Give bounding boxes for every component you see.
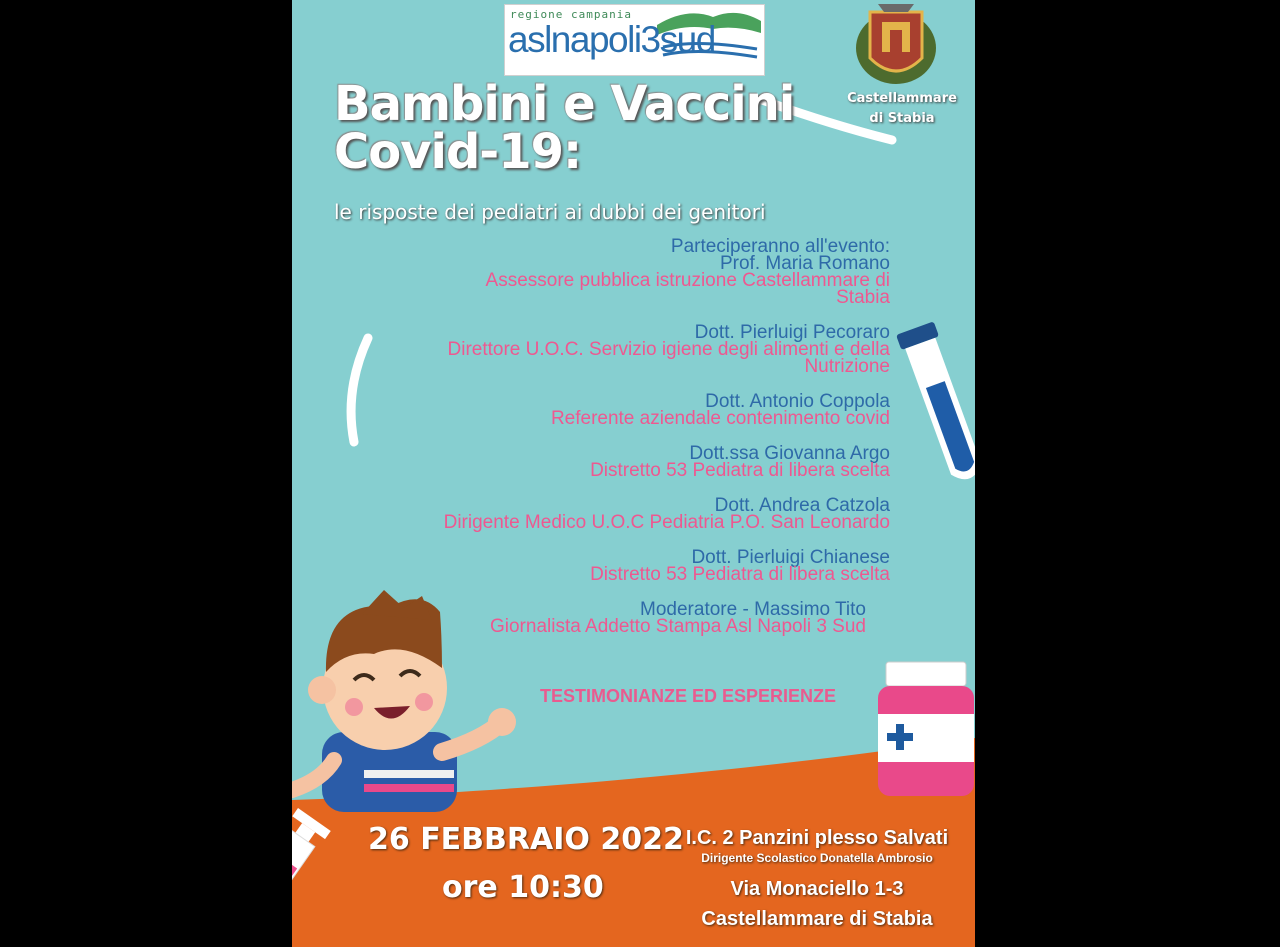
speaker-name: Dott.ssa Giovanna Argo [689, 443, 890, 464]
test-tube-icon [896, 321, 975, 485]
crest-label-line1: Castellammare [847, 91, 957, 106]
city-crest-icon [848, 0, 944, 90]
event-time: ore 10:30 [442, 870, 604, 905]
medicine-jar-icon [878, 662, 974, 796]
speaker-role: Nutrizione [804, 356, 890, 377]
speakers-list [352, 238, 890, 635]
title-line2: Covid-19: [334, 124, 582, 180]
speaker-role: Referente aziendale contenimento covid [550, 408, 890, 429]
speaker-role: Distretto 53 Pediatra di libera scelta [590, 564, 890, 585]
venue-name: I.C. 2 Panzini plesso Salvati [685, 827, 949, 849]
speaker-role: Dirigente Medico U.O.C Pediatria P.O. San Leonardo [443, 512, 890, 533]
speaker-name: Dott. Andrea Catzola [714, 495, 890, 516]
title-line1: Bambini e Vaccini [334, 76, 795, 132]
poster-title [334, 76, 795, 180]
event-poster [292, 0, 975, 947]
speakers-intro: Parteciperanno all'evento: [670, 236, 890, 257]
crest-label [832, 89, 972, 129]
crest-label-line2: di Stabia [869, 111, 935, 126]
speaker-role: Distretto 53 Pediatra di libera scelta [590, 460, 890, 481]
speaker-role: Assessore pubblica istruzione Castellammare di [485, 270, 890, 291]
speaker-role: Stabia [836, 287, 890, 308]
venue-address-line2: Castellammare di Stabia [701, 908, 933, 930]
testimonials-heading: TESTIMONIANZE ED ESPERIENZE [540, 686, 837, 706]
speaker-role: Direttore U.O.C. Servizio igiene degli alimenti e della [447, 339, 890, 360]
logo-main-text: aslnapoli3sud [508, 19, 715, 60]
poster-subtitle: le risposte dei pediatri ai dubbi dei genitori [334, 200, 766, 224]
logo-region-text: regione campania [510, 8, 632, 21]
venue-address-line1: Via Monaciello 1-3 [730, 878, 904, 900]
moderator-name: Moderatore - Massimo Tito [640, 599, 866, 620]
event-venue [672, 826, 962, 934]
speaker-name: Dott. Pierluigi Pecoraro [694, 322, 890, 343]
venue-director: Dirigente Scolastico Donatella Ambrosio [701, 851, 933, 865]
asl-logo [504, 4, 765, 76]
moderator-role: Giornalista Addetto Stampa Asl Napoli 3 Sud [489, 616, 866, 637]
speaker-name: Dott. Pierluigi Chianese [691, 547, 890, 568]
event-date: 26 FEBBRAIO 2022 [368, 822, 684, 857]
speaker-name: Dott. Antonio Coppola [705, 391, 890, 412]
speaker-name: Prof. Maria Romano [719, 253, 890, 274]
